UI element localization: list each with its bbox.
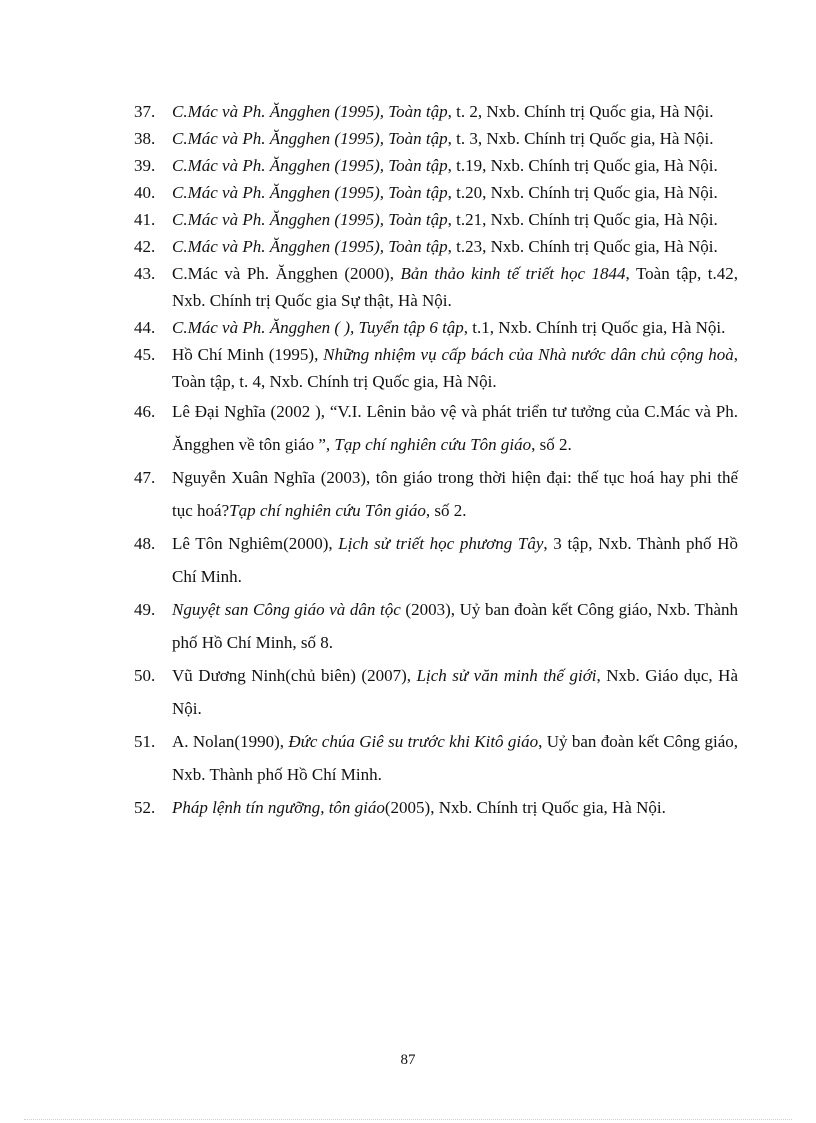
reference-author: C.Mác và Ph. Ăngghen (1995), [172, 102, 389, 121]
reference-item [134, 152, 738, 179]
reference-number: 49. [134, 600, 156, 619]
reference-details: , t.23, Nxb. Chính trị Quốc gia, Hà Nội. [447, 237, 718, 256]
reference-details: , số 2. [531, 435, 572, 454]
reference-details: , 3 tập, Nxb. Thành phố Hồ Chí Minh. [172, 534, 738, 586]
reference-details: , t.21, Nxb. Chính trị Quốc gia, Hà Nội. [447, 210, 718, 229]
reference-item [134, 341, 738, 395]
reference-author: C.Mác và Ph. Ăngghen (1995), [172, 183, 389, 202]
reference-author: C.Mác và Ph. Ăngghen (1995), [172, 156, 389, 175]
reference-author: C.Mác và Ph. Ăngghen (2000), [172, 264, 401, 283]
reference-author: Hồ Chí Minh (1995), [172, 345, 324, 364]
reference-title: Toàn tập [388, 210, 448, 229]
reference-list [134, 98, 738, 824]
reference-title: Toàn tập [388, 183, 448, 202]
reference-item [134, 461, 738, 527]
page-number: 87 [400, 1052, 416, 1068]
reference-number: 52. [134, 798, 156, 817]
reference-title: Toàn tập [388, 102, 448, 121]
reference-number: 45. [134, 345, 156, 364]
reference-author: Vũ Dương Ninh(chủ biên) (2007), [172, 666, 417, 685]
reference-title: Đức chúa Giê su trước khi Kitô giáo [288, 732, 539, 751]
reference-number: 37. [134, 102, 156, 121]
reference-details: (2005), Nxb. Chính trị Quốc gia, Hà Nội. [384, 798, 666, 817]
reference-number: 38. [134, 129, 156, 148]
reference-author: Lê Đại Nghĩa (2002 ), “V.I. Lênin bảo vệ và phát triển tư tưởng của C.Mác và Ph. Ăngghen về tôn giáo ”, [172, 402, 738, 454]
reference-number: 44. [134, 318, 156, 337]
reference-item [134, 527, 738, 593]
reference-item [134, 125, 738, 152]
reference-item [134, 395, 738, 461]
reference-title: Nguyệt san Công giáo và dân tộc [172, 600, 401, 619]
reference-details: , Nxb. Giáo dục, Hà Nội. [172, 666, 738, 718]
reference-item [134, 593, 738, 659]
reference-number: 43. [134, 264, 156, 283]
reference-title: Toàn tập [388, 129, 448, 148]
reference-details: , t.19, Nxb. Chính trị Quốc gia, Hà Nội. [447, 156, 718, 175]
reference-details: , Uỷ ban đoàn kết Công giáo, Nxb. Thành phố Hồ Chí Minh. [172, 732, 738, 784]
reference-item [134, 791, 738, 824]
reference-title: Bản thảo kinh tế triết học 1844 [400, 264, 626, 283]
reference-number: 40. [134, 183, 156, 202]
reference-title: Lịch sử văn minh thế giới [416, 666, 597, 685]
reference-item [134, 725, 738, 791]
reference-item [134, 179, 738, 206]
reference-author: C.Mác và Ph. Ăngghen (1995), [172, 210, 389, 229]
reference-title: Pháp lệnh tín ngưỡng, tôn giáo [172, 798, 385, 817]
reference-author: C.Mác và Ph. Ăngghen (1995), [172, 237, 389, 256]
reference-title: Lịch sử triết học phương Tây [338, 534, 544, 553]
reference-details: , t.20, Nxb. Chính trị Quốc gia, Hà Nội. [447, 183, 718, 202]
reference-title: Tạp chí nghiên cứu Tôn giáo [334, 435, 532, 454]
reference-details: , số 2. [425, 501, 467, 520]
reference-author: C.Mác và Ph. Ăngghen ( ), [172, 318, 359, 337]
reference-details: (2003), Uỷ ban đoàn kết Công giáo, Nxb. Thành phố Hồ Chí Minh, số 8. [172, 600, 738, 652]
page-bottom-divider [24, 1119, 792, 1120]
reference-title: Những nhiệm vụ cấp bách của Nhà nước dân chủ cộng hoà [323, 345, 734, 364]
reference-details: , t. 2, Nxb. Chính trị Quốc gia, Hà Nội. [447, 102, 714, 121]
reference-item [134, 659, 738, 725]
reference-number: 42. [134, 237, 156, 256]
reference-number: 41. [134, 210, 156, 229]
reference-author: A. Nolan(1990), [172, 732, 289, 751]
reference-author: C.Mác và Ph. Ăngghen (1995), [172, 129, 389, 148]
reference-number: 46. [134, 402, 156, 421]
reference-details: , Toàn tập, t.42, Nxb. Chính trị Quốc gia Sự thật, Hà Nội. [172, 264, 738, 310]
reference-author: Nguyễn Xuân Nghĩa (2003), tôn giáo trong thời hiện đại: thế tục hoá hay phi thế tục hoá? [172, 468, 738, 520]
reference-number: 47. [134, 468, 156, 487]
reference-item [134, 233, 738, 260]
reference-author: Lê Tôn Nghiêm(2000), [172, 534, 339, 553]
reference-number: 51. [134, 732, 156, 751]
reference-item [134, 206, 738, 233]
reference-title: Toàn tập [388, 156, 448, 175]
reference-number: 50. [134, 666, 156, 685]
reference-details: , t. 3, Nxb. Chính trị Quốc gia, Hà Nội. [447, 129, 714, 148]
reference-number: 39. [134, 156, 156, 175]
reference-title: Tạp chí nghiên cứu Tôn giáo [229, 501, 426, 520]
reference-title: Toàn tập [388, 237, 448, 256]
reference-item [134, 98, 738, 125]
reference-details: , Toàn tập, t. 4, Nxb. Chính trị Quốc gia, Hà Nội. [172, 345, 738, 391]
reference-title: Tuyển tập 6 tập [358, 318, 464, 337]
reference-item [134, 314, 738, 341]
reference-details: , t.1, Nxb. Chính trị Quốc gia, Hà Nội. [463, 318, 726, 337]
reference-item [134, 260, 738, 314]
reference-number: 48. [134, 534, 156, 553]
